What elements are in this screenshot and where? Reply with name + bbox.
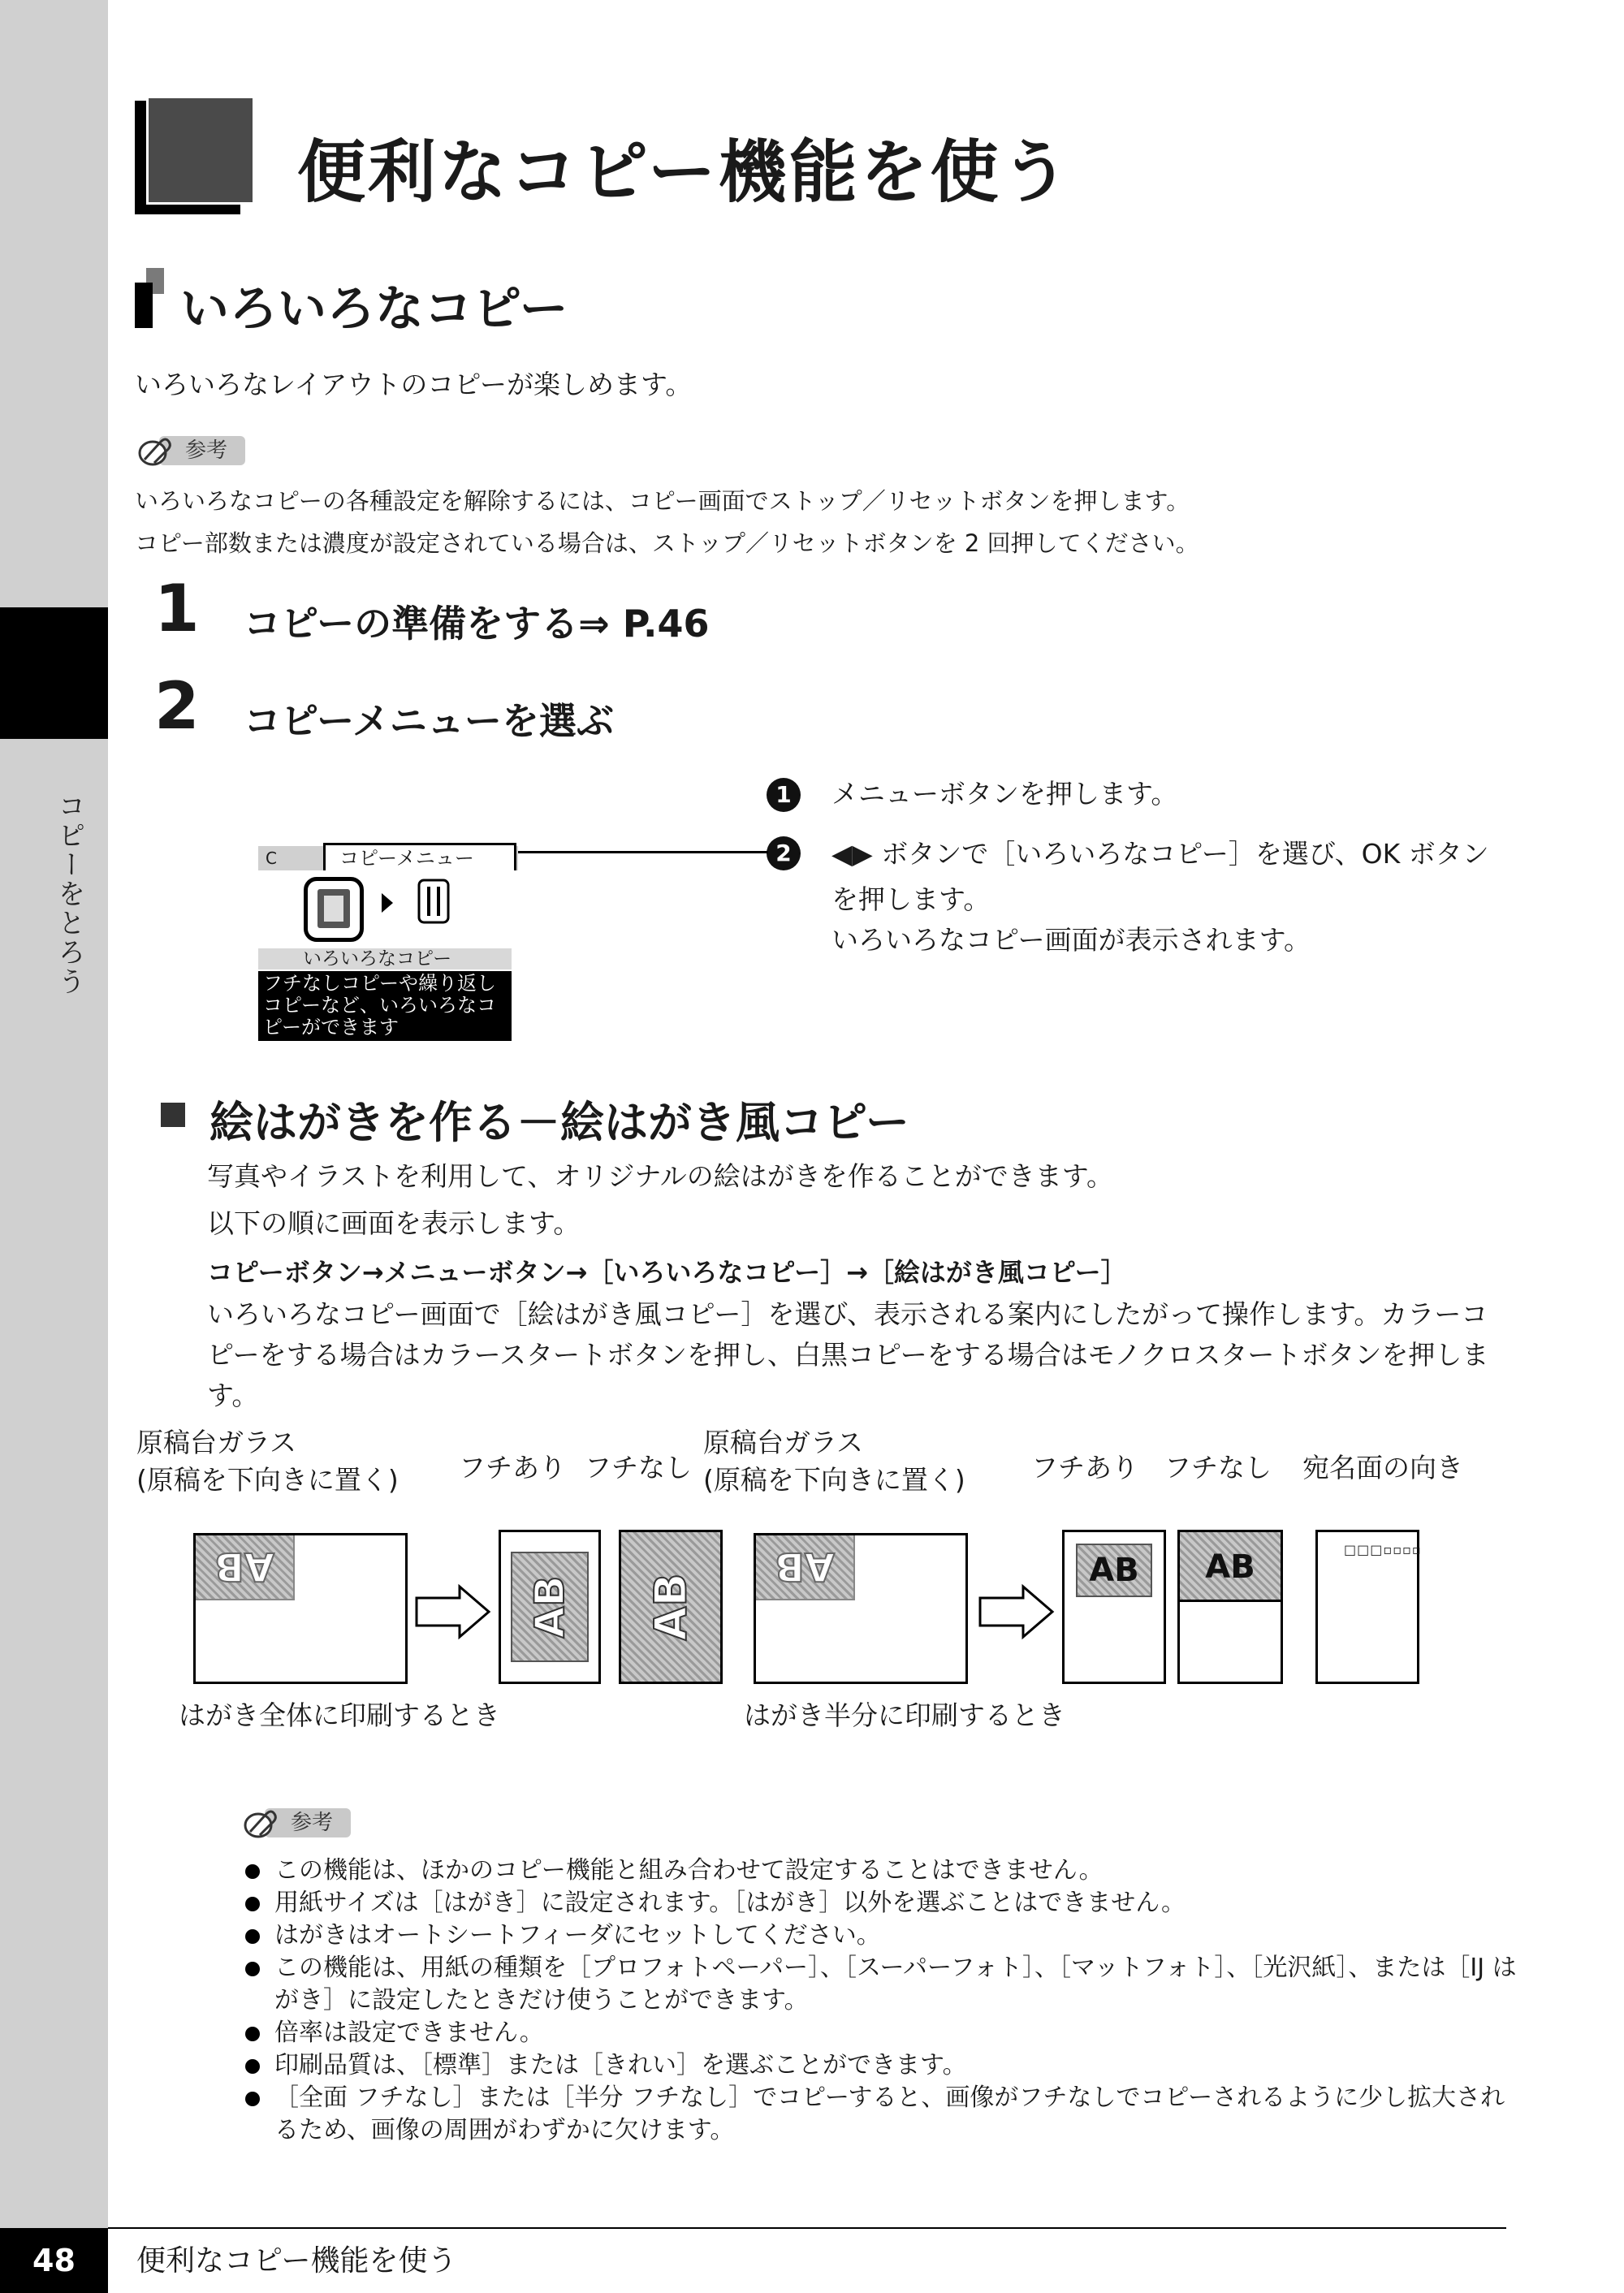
postcard-borderless: AB <box>619 1530 723 1684</box>
glass-platen <box>754 1533 968 1684</box>
original-document: AB <box>196 1535 295 1600</box>
diagram-caption: はがき半分に印刷するとき <box>744 1699 1065 1731</box>
chapter-tab <box>0 607 108 739</box>
substep-marker: 1 <box>767 778 801 812</box>
postcard-address-side <box>1315 1530 1422 1684</box>
original-document: AB <box>756 1535 855 1600</box>
lcd-selected-item: いろいろなコピー <box>303 948 452 969</box>
note-line: いろいろなコピーの各種設定を解除するには、コピー画面でストップ／リセットボタンを押します。 <box>135 487 1190 515</box>
section-title: いろいろなコピー <box>180 281 568 338</box>
substep-text: メニューボタンを押します。 <box>831 778 1178 810</box>
arrow-right-icon <box>414 1583 492 1640</box>
diagram-frame-label: フチあり <box>459 1452 566 1483</box>
list-item: 用紙サイズは［はがき］に設定されます。［はがき］以外を選ぶことはできません。 <box>240 1887 1523 1919</box>
postcard-half-with-border: AB <box>1062 1530 1166 1684</box>
note-badge-label: 参考 <box>291 1811 334 1835</box>
copy-mode-icon: C <box>266 849 277 868</box>
body-text: 写真やイラストを利用して、オリジナルの絵はがきを作ることができます。 <box>207 1160 1114 1192</box>
lcd-header: コピーメニュー <box>339 847 474 870</box>
substep-text: ◀▶ ボタンで［いろいろなコピー］を選び、OK ボタンを押します。 <box>831 838 1489 915</box>
body-text: いろいろなコピー画面で［絵はがき風コピー］を選び、表示される案内にしたがって操作します。カラーコピーをする場合はカラースタートボタンを押し、白黒コピーをする場合はモノクロスタートボタンを押します。 <box>207 1298 1489 1411</box>
list-item: この機能は、用紙の種類を［プロフォトペーパー］、［スーパーフォト］、［マットフォト］、［光沢紙］、または［IJ はがき］に設定したときだけ使うことができます。 <box>240 1952 1523 2017</box>
side-band <box>0 0 108 2293</box>
footer-rule <box>108 2227 1506 2229</box>
diagram-address-label: 宛名面の向き <box>1302 1452 1463 1483</box>
chapter-label: コピーをとろう <box>53 792 85 996</box>
list-item: 倍率は設定できません。 <box>240 2017 1523 2049</box>
subsection-heading: 絵はがきを作る－絵はがき風コピー <box>209 1097 909 1148</box>
step-title: コピーメニューを選ぶ <box>244 699 614 743</box>
footer-title: 便利なコピー機能を使う <box>136 2244 457 2278</box>
list-item: はがきはオートシートフィーダにセットしてください。 <box>240 1919 1523 1952</box>
diagram-glass-label: 原稿台ガラス (原稿を下向きに置く) <box>703 1427 965 1496</box>
note-line: コピー部数または濃度が設定されている場合は、ストップ／リセットボタンを 2 回押してください。 <box>135 529 1199 557</box>
page-title: 便利なコピー機能を使う <box>297 132 1072 212</box>
arrow-right-icon <box>382 893 393 913</box>
diagram-noframe-label: フチなし <box>585 1452 692 1483</box>
note-badge <box>135 430 247 468</box>
note-badge-label: 参考 <box>185 438 228 463</box>
page-number: 48 <box>32 2243 76 2278</box>
diagram-frame-label: フチあり <box>1031 1452 1138 1483</box>
substep-marker: 2 <box>767 836 801 870</box>
title-marker <box>146 96 255 205</box>
tools-icon <box>417 879 450 924</box>
subheading-bullet <box>161 1103 185 1127</box>
note-badge <box>240 1803 352 1840</box>
diagram-noframe-label: フチなし <box>1164 1452 1272 1483</box>
substep-result: いろいろなコピー画面が表示されます。 <box>831 924 1311 956</box>
step-number: 2 <box>154 668 200 744</box>
postcard-with-border: AB <box>499 1530 601 1684</box>
lcd-description: フチなしコピーや繰り返しコピーなど、いろいろなコピーができます <box>263 972 497 1039</box>
diagram-glass-label: 原稿台ガラス (原稿を下向きに置く) <box>136 1427 399 1496</box>
arrow-right-icon <box>978 1583 1056 1640</box>
section-marker-black <box>135 283 153 328</box>
list-item: この機能は、ほかのコピー機能と組み合わせて設定することはできません。 <box>240 1855 1523 1887</box>
lcd-screen <box>258 843 526 1041</box>
paperclip-icon <box>242 1804 281 1840</box>
list-item: ［全面 フチなし］または［半分 フチなし］でコピーすると、画像がフチなしでコピーされるように少し拡大されるため、画像の周囲がわずかに欠けます。 <box>240 2082 1523 2147</box>
list-item: 印刷品質は、［標準］または［きれい］を選ぶことができます。 <box>240 2049 1523 2082</box>
note-list <box>240 1855 1523 2147</box>
step-number: 1 <box>154 571 200 646</box>
intro-text: いろいろなレイアウトのコピーが楽しめます。 <box>135 369 693 400</box>
body-text: 以下の順に画面を表示します。 <box>207 1207 581 1239</box>
postcard-half-borderless: AB <box>1177 1530 1283 1684</box>
menu-path: コピーボタン→メニューボタン→［いろいろなコピー］→［絵はがき風コピー］ <box>207 1257 1127 1288</box>
diagram-caption: はがき全体に印刷するとき <box>179 1699 500 1731</box>
callout-line <box>515 851 768 853</box>
glass-platen <box>193 1533 408 1684</box>
various-copy-icon <box>304 877 364 942</box>
postal-code-boxes: □□□▫▫▫▫ <box>1344 1542 1422 1557</box>
step-title: コピーの準備をする⇒ P.46 <box>244 602 710 646</box>
paperclip-icon <box>136 432 175 468</box>
